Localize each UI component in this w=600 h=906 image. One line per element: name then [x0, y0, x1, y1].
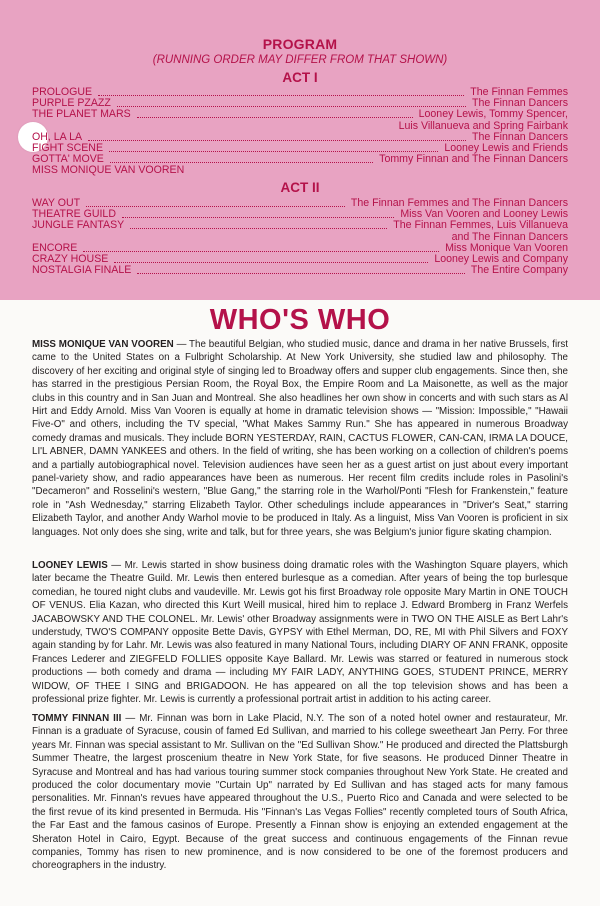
program-item-title: FIGHT SCENE: [32, 141, 104, 154]
program-item-performers: Miss Van Vooren and Looney Lewis: [400, 208, 568, 221]
program-item-performers: The Finnan Femmes and The Finnan Dancers: [350, 197, 568, 209]
program-item-title: OH, LA LA: [32, 130, 83, 143]
bio-looney-lewis: [32, 559, 568, 706]
program-item-title: ENCORE: [32, 241, 78, 254]
program-item-title: PROLOGUE: [32, 86, 93, 98]
act-2-heading: ACT II: [280, 180, 320, 195]
program-item-performers: The Entire Company: [470, 264, 568, 277]
dot-leader: [110, 154, 373, 163]
program-row: [32, 220, 568, 231]
program-item-performers: The Finnan Dancers: [472, 97, 568, 110]
act-2-running-order: [32, 198, 568, 276]
bio-text: — Mr. Lewis started in show business doing dramatic roles with the Washington Square players, which later became the Theatre Guild. Mr. Lewis then entered burlesque as a comedian. After years of being the top burlesque comedian, he toured night clubs and vaudeville. Mr. Lewis got his first Broadway role opposite Mary Martin in ONE TOUCH OF VENUS. Elia Kazan, who directed this Kurt Weill musical, hired him to replace J. Edward Bromberg in Franz Werfels JACABOWSKY AND THE COLONEL. Mr. Lewis' other Broadway assignments were in TWO ON THE AISLE as Bert Lahr's understudy, TWO'S COMPANY opposite Bette Davis, GYPSY with Ethel Merman, DO, RE, MI with Phil Silvers and FOXY again standing by for Lahr. Mr. Lewis was also featured in many National Tours, including DIARY OF ANN FRANK, opposite Frances Lederer and ZIEGFELD FOLLIES opposite Kaye Ballard. Mr. Lewis was starred or featured in numerous stock productions — both comedy and drama — including MY FAIR LADY, ANYTHING GOES, STUDENT PRINCE, MERRY WIDOW, OF THEE I SING and BRIGADOON. He has appeared on all the top television shows and has been a professional prize fighter. Mr. Lewis is currently a professional portrait artist in addition to his acting career.: [32, 560, 568, 706]
whos-who-title: WHO'S WHO: [209, 304, 391, 336]
program-row: [32, 109, 568, 120]
bio-monique-van-vooren: [32, 338, 568, 539]
program-row: [32, 165, 568, 176]
act-1-heading: ACT I: [282, 70, 318, 85]
program-item-title: WAY OUT: [32, 197, 81, 209]
program-item-title: THE PLANET MARS: [32, 108, 131, 121]
program-row: [32, 265, 568, 276]
program-item-title: MISS MONIQUE VAN VOOREN: [32, 164, 185, 177]
program-title: PROGRAM: [262, 36, 338, 52]
dot-leader: [109, 143, 438, 152]
bio-name: LOONEY LEWIS: [32, 560, 108, 571]
program-item-performers: The Finnan Femmes, Luis Villanueva: [393, 219, 568, 232]
program-item-performers: Looney Lewis and Friends: [444, 141, 568, 154]
dot-leader: [137, 265, 465, 274]
program-item-title: CRAZY HOUSE: [32, 252, 109, 265]
dot-leader: [88, 132, 466, 141]
dot-leader: [117, 98, 466, 107]
program-item-performers: Tommy Finnan and The Finnan Dancers: [379, 153, 568, 166]
dot-leader: [130, 220, 387, 229]
program-item-title: JUNGLE FANTASY: [32, 219, 125, 232]
program-item-performers: Miss Monique Van Vooren: [445, 241, 568, 254]
bio-text: — The beautiful Belgian, who studied music, dance and drama in her native Brussels, first came to the United States on a Fulbright Scholarship. At New York University, she studied law and philosophy. The discovery of her exciting and original style of singing led to Broadway offers and supper club engagements. Since then, she has starred in the prestigious Persian Room, the Royal Box, the Empire Room and La Maisonette, as well as the major clubs in this country and in San Juan and Montreal. She also headlines her own show in concerts and with such stars as Al Hirt and Eddy Arnold. Miss Van Vooren is equally at home in dramatic television shows — "Mission: Impossible," "Hawaii Five-O" and others, including the TV special, "What Makes Sammy Run." She has appeared in numerous Broadway comedy dramas and musicals. They include BORN YESTERDAY, RAIN, CACTUS FLOWER, CAN-CAN, IRMA LA DOUCE, LI'L ABNER, DAMN YANKEES and others. In the field of writing, she has been working on a collection of children's poems and a partially autobiographical novel. Television audiences have seen her as a guest artist on just about every important panel-variety show, and radio appearances have been as numerous. Her recent film credits include roles in Pasolini's "Decameron" and Rosselini's western, "Blue Gang," the starring role in the Warhol/Ponti "Flesh for Frankenstein," feature role in "Ash Wednesday," starring Elizabeth Taylor. Other schedulings include appearances in "Driver's Seat," starring Elizabeth Taylor, and another Andy Warhol movie to be produced in Italy. As a linguist, Miss Van Vooren is proficient in six languages. Not only does she sing, write and talk, but for three years, she was Belgium's junior figure skating champion.: [32, 339, 568, 538]
program-item-performers: Looney Lewis and Company: [434, 252, 568, 265]
program-item-performers: The Finnan Femmes: [470, 86, 568, 98]
dot-leader: [98, 87, 464, 96]
bio-name: TOMMY FINNAN III: [32, 713, 122, 724]
program-item-performers: and The Finnan Dancers: [451, 230, 568, 243]
program-item-title: THEATRE GUILD: [32, 208, 116, 221]
dot-leader: [137, 109, 413, 118]
program-subtitle: (RUNNING ORDER MAY DIFFER FROM THAT SHOWN): [152, 54, 448, 66]
program-item-title: GOTTA' MOVE: [32, 153, 104, 166]
bio-name: MISS MONIQUE VAN VOOREN: [32, 339, 174, 350]
program-item-performers: The Finnan Dancers: [472, 130, 568, 143]
program-item-performers: Looney Lewis, Tommy Spencer,: [418, 108, 568, 121]
bio-tommy-finnan: [32, 712, 568, 873]
program-item-title: PURPLE PZAZZ: [32, 97, 111, 110]
dot-leader: [122, 209, 394, 218]
dot-leader: [86, 198, 345, 207]
bio-text: — Mr. Finnan was born in Lake Placid, N.Y. The son of a noted hotel owner and restaurateur, Mr. Finnan is a graduate of Syracuse, cousin of famed Ed Sullivan, and married to his college sweetheart Jan Perry. For three years Mr. Finnan was special assistant to Mr. Sullivan on the "Ed Sullivan Show." He produced and directed the Plattsburgh Summer Theatre, the largest proscenium theatre in New York State, for five seasons. He produced Dinner Theatre in Syracuse and Montreal and has had various touring summer stock companies throughout New York State. He created and produced the color documentary movie "Curtain Up" narrated by Ed Sullivan and has staged acts for many famous personalities. Mr. Finnan's revues have appeared throughout the U.S., Puerto Rico and Canada and were selected to be the first revue of its kind presented in Bermuda. His "Finnan's Las Vegas Follies" recently completed tours of South Africa, the Far East and the famous casinos of Europe. Presently a Finnan show is enjoying an extended engagement at the Sheraton Hotel in Cairo, Egypt. Because of the great success and continuous engagements of the Finnan revue companies, Tommy has risen to new prominence, and is now considered to be one of the foremost producers and choreographers in the industry.: [32, 713, 568, 872]
dot-leader: [83, 243, 439, 252]
program-item-performers: Luis Villanueva and Spring Fairbank: [398, 119, 568, 132]
dot-leader: [114, 254, 428, 263]
program-item-title: NOSTALGIA FINALE: [32, 264, 132, 277]
act-1-running-order: [32, 87, 568, 177]
